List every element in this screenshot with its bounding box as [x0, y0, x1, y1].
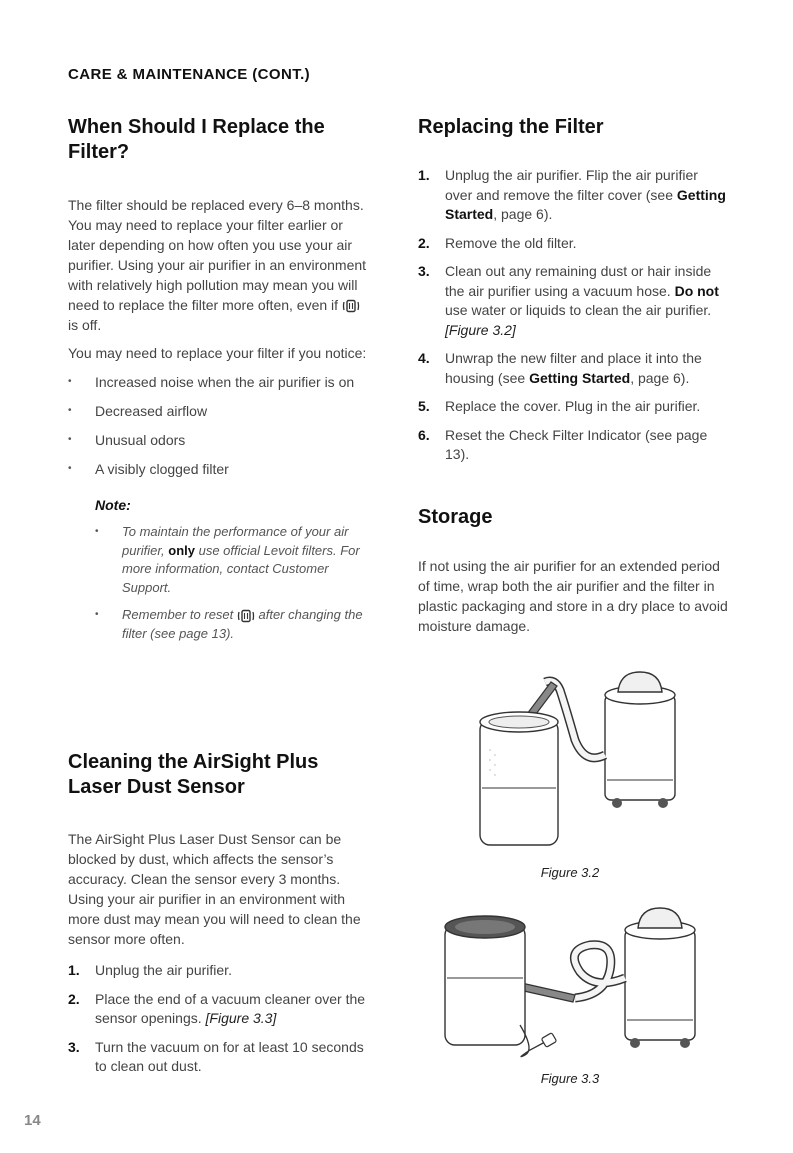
step-item: 6. Reset the Check Filter Indicator (see page 13). [418, 426, 708, 462]
replace-when-notice: You may need to replace your filter if you notice: [68, 345, 367, 361]
storage-text: If not using the air purifier for an extended period of time, wrap both the air purifier and the filter in plastic packaging and store in a dry place to avoid moisture damage. [418, 558, 728, 634]
replacing-section [418, 115, 728, 474]
step-item: 4. Unwrap the new filter and place it into the housing (see Getting Started, page 6). [418, 350, 702, 386]
replace-when-title: When Should I Replace the Filter? [68, 116, 325, 163]
figure-3-3-caption: Figure 3.3 [540, 1071, 600, 1086]
filter-indicator-icon [342, 299, 360, 313]
replacing-title: Replacing the Filter [418, 116, 604, 138]
note-item: • Remember to reset after changing the filter (see page 13). [95, 606, 368, 643]
storage-title: Storage [418, 506, 493, 528]
note-title: Note: [95, 497, 131, 513]
note-block [68, 497, 368, 643]
figure-3-3-illustration [435, 900, 705, 1070]
step-item: 5. Replace the cover. Plug in the air purifier. [418, 398, 701, 414]
page-number: 14 [24, 1112, 41, 1129]
replace-when-section [68, 115, 368, 652]
cleaning-title: Cleaning the AirSight Plus Laser Dust Sensor [68, 751, 319, 798]
replace-reasons-list [68, 372, 368, 479]
list-item: • A visibly clogged filter [68, 459, 368, 479]
figure-3-2-caption: Figure 3.2 [540, 865, 600, 880]
list-item: • Unusual odors [68, 430, 368, 450]
cleaning-section [68, 750, 368, 1086]
note-item: • To maintain the performance of your air purifier, only use official Levoit filters. For more information, contact Customer Support. [95, 523, 368, 597]
step-item: 1. Unplug the air purifier. Flip the air purifier over and remove the filter cover (see Getting Started, page 6). [418, 167, 726, 222]
list-item: • Decreased airflow [68, 401, 368, 421]
note-list [95, 523, 368, 643]
list-item: • Increased noise when the air purifier is on [68, 372, 368, 392]
step-item: 2. Place the end of a vacuum cleaner over the sensor openings. [Figure 3.3] [68, 990, 366, 1026]
storage-section [418, 505, 728, 636]
step-item: 1. Unplug the air purifier. [68, 962, 232, 978]
cleaning-steps [68, 961, 368, 1077]
figure-3-2-illustration [455, 660, 705, 860]
replace-when-intro: The filter should be replaced every 6–8 months. You may need to replace your filter earlier or later depending on how often you use your air purifier. Using your air purifier in an environment with relatively high pollution may mean you will need to replace the filter more often, even if is off. [68, 197, 367, 333]
replacing-steps [418, 166, 728, 465]
section-header: CARE & MAINTENANCE (CONT.) [68, 66, 311, 83]
step-item: 3. Turn the vacuum on for at least 10 seconds to clean out dust. [68, 1038, 364, 1074]
cleaning-intro: The AirSight Plus Laser Dust Sensor can be blocked by dust, which affects the sensor’s accuracy. Clean the sensor every 3 months. Using your air purifier in an environment with more dust may mean you will need to clean the sensor more often. [68, 831, 361, 947]
filter-indicator-icon [237, 609, 255, 623]
step-item: 3. Clean out any remaining dust or hair inside the air purifier using a vacuum hose. Do not use water or liquids to clean the air purifier. [Figure 3.2] [418, 263, 719, 338]
step-item: 2. Remove the old filter. [418, 234, 577, 251]
